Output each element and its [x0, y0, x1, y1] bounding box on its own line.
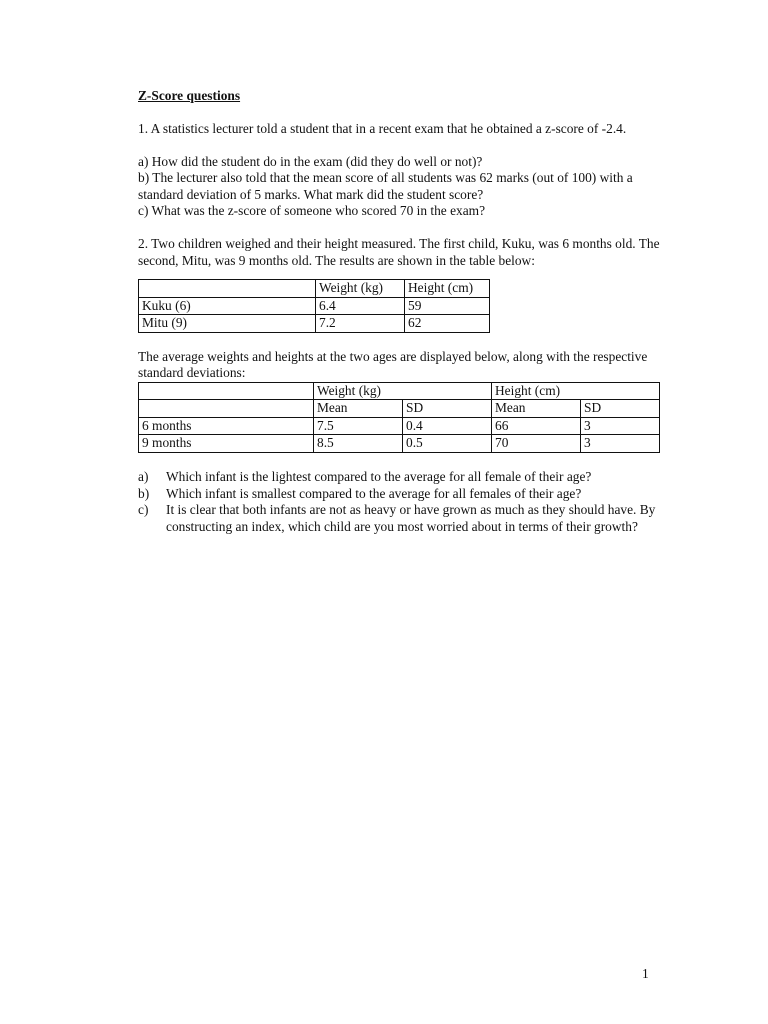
q2-question-list [138, 469, 663, 535]
averages-text: The average weights and heights at the two ages are displayed below, along with the respective standard deviations: [138, 348, 648, 380]
table-cell: Weight (kg) [314, 382, 492, 400]
list-item [138, 502, 663, 535]
table-subheader-row [139, 400, 660, 418]
table-cell: Height (cm) [405, 280, 490, 298]
document-title: Z-Score questions [138, 88, 241, 103]
table-row [139, 435, 660, 453]
table-cell [139, 400, 314, 418]
list-marker: c) [138, 502, 149, 517]
table-cell: Mean [492, 400, 581, 418]
table-cell: 0.5 [403, 435, 492, 453]
table-cell: 3 [581, 435, 660, 453]
table-cell: 62 [405, 315, 490, 333]
table-header-row [139, 382, 660, 400]
q1-intro: 1. A statistics lecturer told a student that in a recent exam that he obtained a z-score of -2.4. [138, 120, 627, 136]
list-item [138, 486, 663, 503]
table-row [139, 297, 490, 315]
table-row [139, 417, 660, 435]
table-cell: 70 [492, 435, 581, 453]
table-cell: Height (cm) [492, 382, 660, 400]
table-header-row [139, 280, 490, 298]
table-cell: Weight (kg) [316, 280, 405, 298]
table-cell: Kuku (6) [139, 297, 316, 315]
table-row [139, 315, 490, 333]
list-marker: a) [138, 469, 149, 484]
q1-part-b: b) The lecturer also told that the mean score of all students was 62 marks (out of 100) with a standard deviation of 5 marks. What mark did the student score? [138, 170, 633, 202]
q2-intro: 2. Two children weighed and their height measured. The first child, Kuku, was 6 months old. The second, Mitu, was 9 months old. The results are shown in the table below: [138, 236, 660, 268]
table-cell: 6.4 [316, 297, 405, 315]
table-cell: 8.5 [314, 435, 403, 453]
measurements-table [138, 279, 490, 333]
q1-part-c: c) What was the z-score of someone who scored 70 in the exam? [138, 203, 486, 218]
table-cell: SD [581, 400, 660, 418]
list-marker: b) [138, 485, 150, 501]
table-cell: 7.2 [316, 315, 405, 333]
table-cell: Mean [314, 400, 403, 418]
table-cell: 7.5 [314, 417, 403, 435]
table-cell: 0.4 [403, 417, 492, 435]
list-item-text: It is clear that both infants are not as heavy or have grown as much as they should have. By constructing an index, which child are you most worried about in terms of their growth? [166, 502, 656, 534]
table-cell: 3 [581, 417, 660, 435]
list-item-text: Which infant is smallest compared to the average for all females of their age? [166, 485, 582, 501]
table-cell [139, 382, 314, 400]
list-item [138, 469, 663, 486]
page-number: 1 [642, 966, 649, 981]
table-cell: 59 [405, 297, 490, 315]
table-cell: 9 months [139, 435, 314, 453]
table-cell: SD [403, 400, 492, 418]
q1-part-a: a) How did the student do in the exam (did they do well or not)? [138, 153, 483, 169]
table-cell [139, 280, 316, 298]
table-cell: 66 [492, 417, 581, 435]
document-page [138, 88, 663, 535]
averages-table [138, 382, 660, 453]
table-cell: Mitu (9) [139, 315, 316, 333]
list-item-text: Which infant is the lightest compared to the average for all female of their age? [166, 469, 592, 484]
table-cell: 6 months [139, 417, 314, 435]
